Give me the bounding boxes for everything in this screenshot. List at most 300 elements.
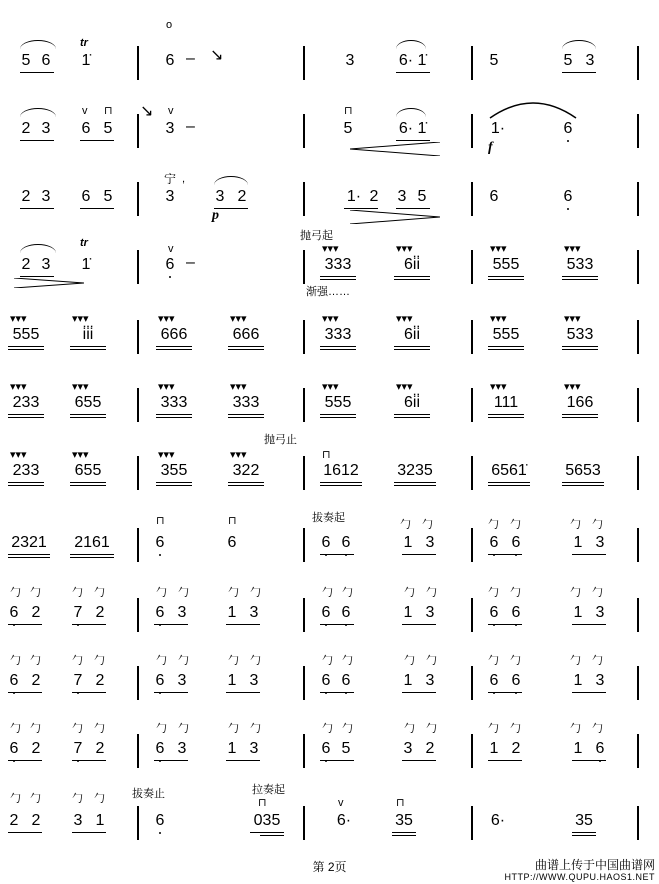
note: 3 <box>73 812 83 829</box>
pluck-mark: 勹 <box>342 723 353 735</box>
underline <box>488 279 524 280</box>
note-group: 3235 <box>397 462 433 479</box>
underline <box>320 554 354 555</box>
note: 3 <box>41 120 51 137</box>
underline <box>562 482 604 483</box>
pluck-mark: 勹 <box>592 723 603 735</box>
barline <box>137 46 139 80</box>
pluck-mark: 勹 <box>94 723 105 735</box>
system-8 <box>0 514 659 582</box>
note: 6 <box>165 52 175 69</box>
barline <box>471 666 473 700</box>
note: 3 <box>177 740 187 757</box>
barline <box>303 250 305 284</box>
pluck-mark: 勹 <box>404 655 415 667</box>
barline <box>137 182 139 216</box>
pluck-mark: 勹 <box>10 587 21 599</box>
note: 3 <box>249 604 259 621</box>
pluck-mark: 勹 <box>30 655 41 667</box>
bowing-mark: o <box>166 19 173 31</box>
note-group: 333 <box>160 394 188 411</box>
note: 6 <box>154 534 166 552</box>
dash: – <box>186 50 195 67</box>
pluck-mark: 勹 <box>322 655 333 667</box>
underline <box>488 417 524 418</box>
underline <box>8 832 42 833</box>
underline <box>562 279 598 280</box>
crescendo-label: 渐强…… <box>306 286 350 298</box>
barline <box>137 320 139 354</box>
pluck-mark: 勹 <box>30 723 41 735</box>
pluck-mark: 勹 <box>30 793 41 805</box>
barline <box>637 320 639 354</box>
underline <box>226 692 260 693</box>
underline <box>402 760 436 761</box>
underline <box>488 692 522 693</box>
accent-marks: ▾▾▾ <box>490 381 507 393</box>
system-4 <box>0 230 659 310</box>
decrescendo-hairpin <box>14 278 84 288</box>
accent-marks: ▾▾▾ <box>158 449 175 461</box>
note: 1̇ <box>81 52 91 69</box>
note-group: 666 <box>160 326 188 343</box>
slur <box>562 40 596 49</box>
pluck-mark: 勹 <box>72 793 83 805</box>
pluck-mark: 勹 <box>156 723 167 735</box>
pluck-mark: 勹 <box>426 655 437 667</box>
decrescendo-hairpin <box>350 210 440 224</box>
note: 2 <box>95 740 105 757</box>
pluck-mark: 勹 <box>72 723 83 735</box>
note: 6· <box>398 120 414 137</box>
breath-comma: , <box>182 173 186 185</box>
pluck-mark: 勹 <box>592 519 603 531</box>
note: 1 <box>227 672 237 689</box>
note: 6 <box>320 740 332 758</box>
note: 6 <box>510 604 522 622</box>
pluck-mark: 勹 <box>250 587 261 599</box>
barline <box>637 528 639 562</box>
note: 6 <box>8 604 20 622</box>
pluck-mark: 勹 <box>510 655 521 667</box>
underline <box>228 414 264 415</box>
note: 3 <box>41 256 51 273</box>
barline <box>637 114 639 148</box>
system-5 <box>0 310 659 378</box>
accent-marks: ▾▾▾ <box>564 243 581 255</box>
note-group: 555 <box>492 326 520 343</box>
note: 1 <box>573 672 583 689</box>
underline <box>214 208 248 209</box>
barline <box>637 806 639 840</box>
pluck-mark: 勹 <box>426 587 437 599</box>
underline <box>320 276 356 277</box>
note: 2 <box>21 120 31 137</box>
pluck-mark: 勹 <box>10 793 21 805</box>
note: 1· <box>346 188 362 205</box>
note: 1 <box>227 740 237 757</box>
barline <box>637 734 639 768</box>
barline <box>303 114 305 148</box>
downbow-mark: ⊓ <box>322 449 331 461</box>
system-10 <box>0 652 659 720</box>
note: 3 <box>397 188 407 205</box>
underline <box>396 208 430 209</box>
pluck-mark: 勹 <box>228 587 239 599</box>
underline <box>8 482 44 483</box>
underline <box>72 692 106 693</box>
accent-marks: ▾▾▾ <box>490 313 507 325</box>
underline <box>562 72 596 73</box>
barline <box>303 598 305 632</box>
note: 3 <box>41 188 51 205</box>
note: 6 <box>488 604 500 622</box>
note: 2 <box>237 188 247 205</box>
pluck-mark: 勹 <box>322 587 333 599</box>
note: 3 <box>425 534 435 551</box>
barline <box>471 250 473 284</box>
barline <box>137 666 139 700</box>
note: 3 <box>249 672 259 689</box>
underline <box>156 414 192 415</box>
pluck-mark: 勹 <box>422 519 433 531</box>
note: 3 <box>595 672 605 689</box>
note-group: 6i̇i̇ <box>403 256 420 273</box>
note-group: 322 <box>232 462 260 479</box>
pluck-mark: 勹 <box>156 587 167 599</box>
note: 2 <box>31 672 41 689</box>
note: 6 <box>8 672 20 690</box>
barline <box>137 528 139 562</box>
phrase-slur <box>488 100 578 120</box>
underline <box>562 485 604 486</box>
note: 5 <box>489 52 499 69</box>
pluck-mark: 勹 <box>342 655 353 667</box>
barline <box>637 250 639 284</box>
note: 1 <box>95 812 105 829</box>
bow-start-label: 拉奏起 <box>252 784 285 796</box>
note: 2 <box>95 604 105 621</box>
bow-breath-mark: 宁 <box>164 172 177 186</box>
note-group: 655 <box>74 462 102 479</box>
downbow-mark: ⊓ <box>104 105 113 117</box>
throw-bow-stop-label: 抛弓止 <box>264 434 297 446</box>
pluck-mark: 勹 <box>10 655 21 667</box>
breath-mark: v <box>168 243 174 255</box>
note: 1 <box>489 740 499 757</box>
note: 1 <box>573 604 583 621</box>
note: 6 <box>154 740 166 758</box>
pluck-mark: 勹 <box>72 587 83 599</box>
underline <box>488 276 524 277</box>
note: 5 <box>21 52 31 69</box>
pluck-mark: 勹 <box>178 723 189 735</box>
note: 1̇ <box>417 52 427 69</box>
system-12 <box>0 784 659 856</box>
system-2 <box>0 103 659 174</box>
pluck-mark: 勹 <box>72 655 83 667</box>
underline <box>488 349 524 350</box>
barline <box>137 250 139 284</box>
note: 1 <box>573 534 583 551</box>
underline <box>20 140 54 141</box>
underline <box>396 72 430 73</box>
barline <box>471 734 473 768</box>
underline <box>394 417 430 418</box>
note: 6 <box>594 740 606 758</box>
pluck-mark: 勹 <box>404 587 415 599</box>
note: 3 <box>177 672 187 689</box>
underline <box>8 692 42 693</box>
note: 3 <box>165 188 175 205</box>
note: 3 <box>595 534 605 551</box>
barline <box>471 806 473 840</box>
system-9 <box>0 584 659 652</box>
underline <box>402 692 436 693</box>
note: 5 <box>103 188 113 205</box>
forte-mark: f <box>488 140 493 155</box>
note: 2 <box>31 812 41 829</box>
accent-marks: ▾▾▾ <box>230 381 247 393</box>
note-group: 2161 <box>74 534 110 551</box>
breath-mark: v <box>168 105 174 117</box>
note: 2 <box>21 256 31 273</box>
barline <box>303 528 305 562</box>
piano-mark: p <box>212 208 219 223</box>
accent-marks: ▾▾▾ <box>396 313 413 325</box>
pluck-mark: 勹 <box>592 655 603 667</box>
underline <box>250 832 284 833</box>
underline <box>392 835 416 836</box>
note-group: 6i̇i̇ <box>403 394 420 411</box>
underline <box>8 414 44 415</box>
note-group: 333 <box>232 394 260 411</box>
barline <box>471 528 473 562</box>
underline <box>344 208 378 209</box>
note-group: 35 <box>395 812 413 829</box>
slur <box>20 108 56 117</box>
underline <box>488 624 522 625</box>
accent-marks: ▾▾▾ <box>158 313 175 325</box>
note: 5 <box>341 740 351 757</box>
underline <box>394 279 430 280</box>
note: 1 <box>403 672 413 689</box>
barline <box>637 388 639 422</box>
note: 6· <box>398 52 414 69</box>
downbow-mark: ⊓ <box>156 515 165 527</box>
underline <box>572 624 606 625</box>
underline <box>226 624 260 625</box>
underline <box>394 346 430 347</box>
underline <box>402 554 436 555</box>
underline <box>70 414 106 415</box>
note: 2 <box>369 188 379 205</box>
pluck-mark: 勹 <box>488 587 499 599</box>
site-credit: 曲谱上传于中国曲谱网 <box>534 858 655 872</box>
note: 6 <box>510 534 522 552</box>
pluck-mark: 勹 <box>510 587 521 599</box>
slur <box>396 108 426 117</box>
underline <box>394 414 430 415</box>
underline <box>20 208 54 209</box>
underline <box>320 624 354 625</box>
pluck-mark: 勹 <box>400 519 411 531</box>
underline <box>8 417 44 418</box>
slur <box>20 244 56 253</box>
pluck-mark: 勹 <box>228 723 239 735</box>
pluck-mark: 勹 <box>426 723 437 735</box>
accent-marks: ▾▾▾ <box>72 449 89 461</box>
note: 6 <box>510 672 522 690</box>
note-group: 555 <box>12 326 40 343</box>
pluck-stop-label: 拔奏止 <box>132 788 165 800</box>
underline <box>562 349 598 350</box>
glide-arrow: ↘ <box>140 103 154 120</box>
note-group: 2321 <box>11 534 47 551</box>
underline <box>72 624 106 625</box>
accent-marks: ▾▾▾ <box>230 449 247 461</box>
underline <box>156 417 192 418</box>
note: 3 <box>249 740 259 757</box>
note: 1̇ <box>417 120 427 137</box>
barline <box>637 182 639 216</box>
underline <box>488 760 522 761</box>
underline <box>70 554 114 555</box>
pluck-mark: 勹 <box>570 587 581 599</box>
note-group: 355 <box>160 462 188 479</box>
underline <box>154 692 188 693</box>
underline <box>488 346 524 347</box>
underline <box>572 760 606 761</box>
pluck-mark: 勹 <box>510 519 521 531</box>
underline <box>228 417 264 418</box>
note-group: 111 <box>493 394 519 411</box>
accent-marks: ▾▾▾ <box>72 381 89 393</box>
accent-marks: ▾▾▾ <box>564 381 581 393</box>
note: 3 <box>165 120 175 137</box>
note: 3 <box>585 52 595 69</box>
note: 6 <box>320 604 332 622</box>
note: 3 <box>177 604 187 621</box>
underline <box>72 760 106 761</box>
note: 1 <box>573 740 583 757</box>
note: 2 <box>511 740 521 757</box>
note-group: 533 <box>566 326 594 343</box>
note: 2 <box>95 672 105 689</box>
underline <box>562 417 598 418</box>
note-group: 555 <box>324 394 352 411</box>
underline <box>20 72 54 73</box>
note: 6 <box>41 52 51 69</box>
barline <box>137 456 139 490</box>
accent-marks: ▾▾▾ <box>564 313 581 325</box>
note: 7 <box>72 672 84 690</box>
accent-marks: ▾▾▾ <box>490 243 507 255</box>
note-group: i̇i̇i̇ <box>82 326 94 343</box>
underline <box>154 760 188 761</box>
note-group: 6i̇i̇ <box>403 326 420 343</box>
underline <box>72 832 106 833</box>
underline <box>394 349 430 350</box>
note: 2 <box>31 740 41 757</box>
pluck-mark: 勹 <box>250 655 261 667</box>
underline <box>228 485 264 486</box>
slur <box>214 176 248 185</box>
note-group: 35 <box>575 812 593 829</box>
underline <box>488 414 524 415</box>
accent-marks: ▾▾▾ <box>322 381 339 393</box>
pluck-mark: 勹 <box>10 723 21 735</box>
crescendo-hairpin <box>350 142 440 156</box>
pluck-mark: 勹 <box>592 587 603 599</box>
accent-marks: ▾▾▾ <box>396 381 413 393</box>
site-url[interactable]: HTTP://WWW.QUPU.HAOS1.NET <box>504 872 655 882</box>
note: 2 <box>9 812 19 829</box>
barline <box>303 456 305 490</box>
note-group: 333 <box>324 256 352 273</box>
pluck-mark: 勹 <box>178 587 189 599</box>
underline <box>80 208 114 209</box>
barline <box>137 806 139 840</box>
note: 2 <box>21 188 31 205</box>
note: 6 <box>154 812 166 830</box>
barline <box>303 388 305 422</box>
underline <box>320 485 362 486</box>
note: 2 <box>31 604 41 621</box>
barline <box>137 388 139 422</box>
accent-marks: ▾▾▾ <box>322 243 339 255</box>
note: 6 <box>340 604 352 622</box>
note-group: 655 <box>74 394 102 411</box>
accent-marks: ▾▾▾ <box>10 313 27 325</box>
pluck-mark: 勹 <box>570 723 581 735</box>
barline <box>637 456 639 490</box>
barline <box>471 114 473 148</box>
underline <box>20 276 54 277</box>
pluck-mark: 勹 <box>488 519 499 531</box>
downbow-mark: ⊓ <box>258 797 267 809</box>
barline <box>471 598 473 632</box>
underline <box>8 485 44 486</box>
underline <box>320 346 356 347</box>
note-group: 555 <box>492 256 520 273</box>
note: 6 <box>320 534 332 552</box>
pluck-mark: 勹 <box>178 655 189 667</box>
barline <box>303 182 305 216</box>
dash: – <box>186 118 195 135</box>
barline <box>137 734 139 768</box>
underline <box>228 482 264 483</box>
underline <box>8 557 50 558</box>
pluck-mark: 勹 <box>322 723 333 735</box>
underline <box>226 760 260 761</box>
breath-mark: v <box>82 105 88 117</box>
note: 3 <box>595 604 605 621</box>
trill-mark: tr <box>80 37 88 49</box>
throw-bow-start-label: 抛弓起 <box>300 230 333 242</box>
underline <box>156 482 192 483</box>
note: 6 <box>562 120 574 138</box>
note-group: 666 <box>232 326 260 343</box>
barline <box>471 388 473 422</box>
note: 6· <box>490 812 506 829</box>
underline <box>392 832 416 833</box>
note: 1· <box>490 120 506 137</box>
accent-marks: ▾▾▾ <box>10 381 27 393</box>
pluck-mark: 勹 <box>570 519 581 531</box>
underline <box>488 554 522 555</box>
underline <box>562 414 598 415</box>
